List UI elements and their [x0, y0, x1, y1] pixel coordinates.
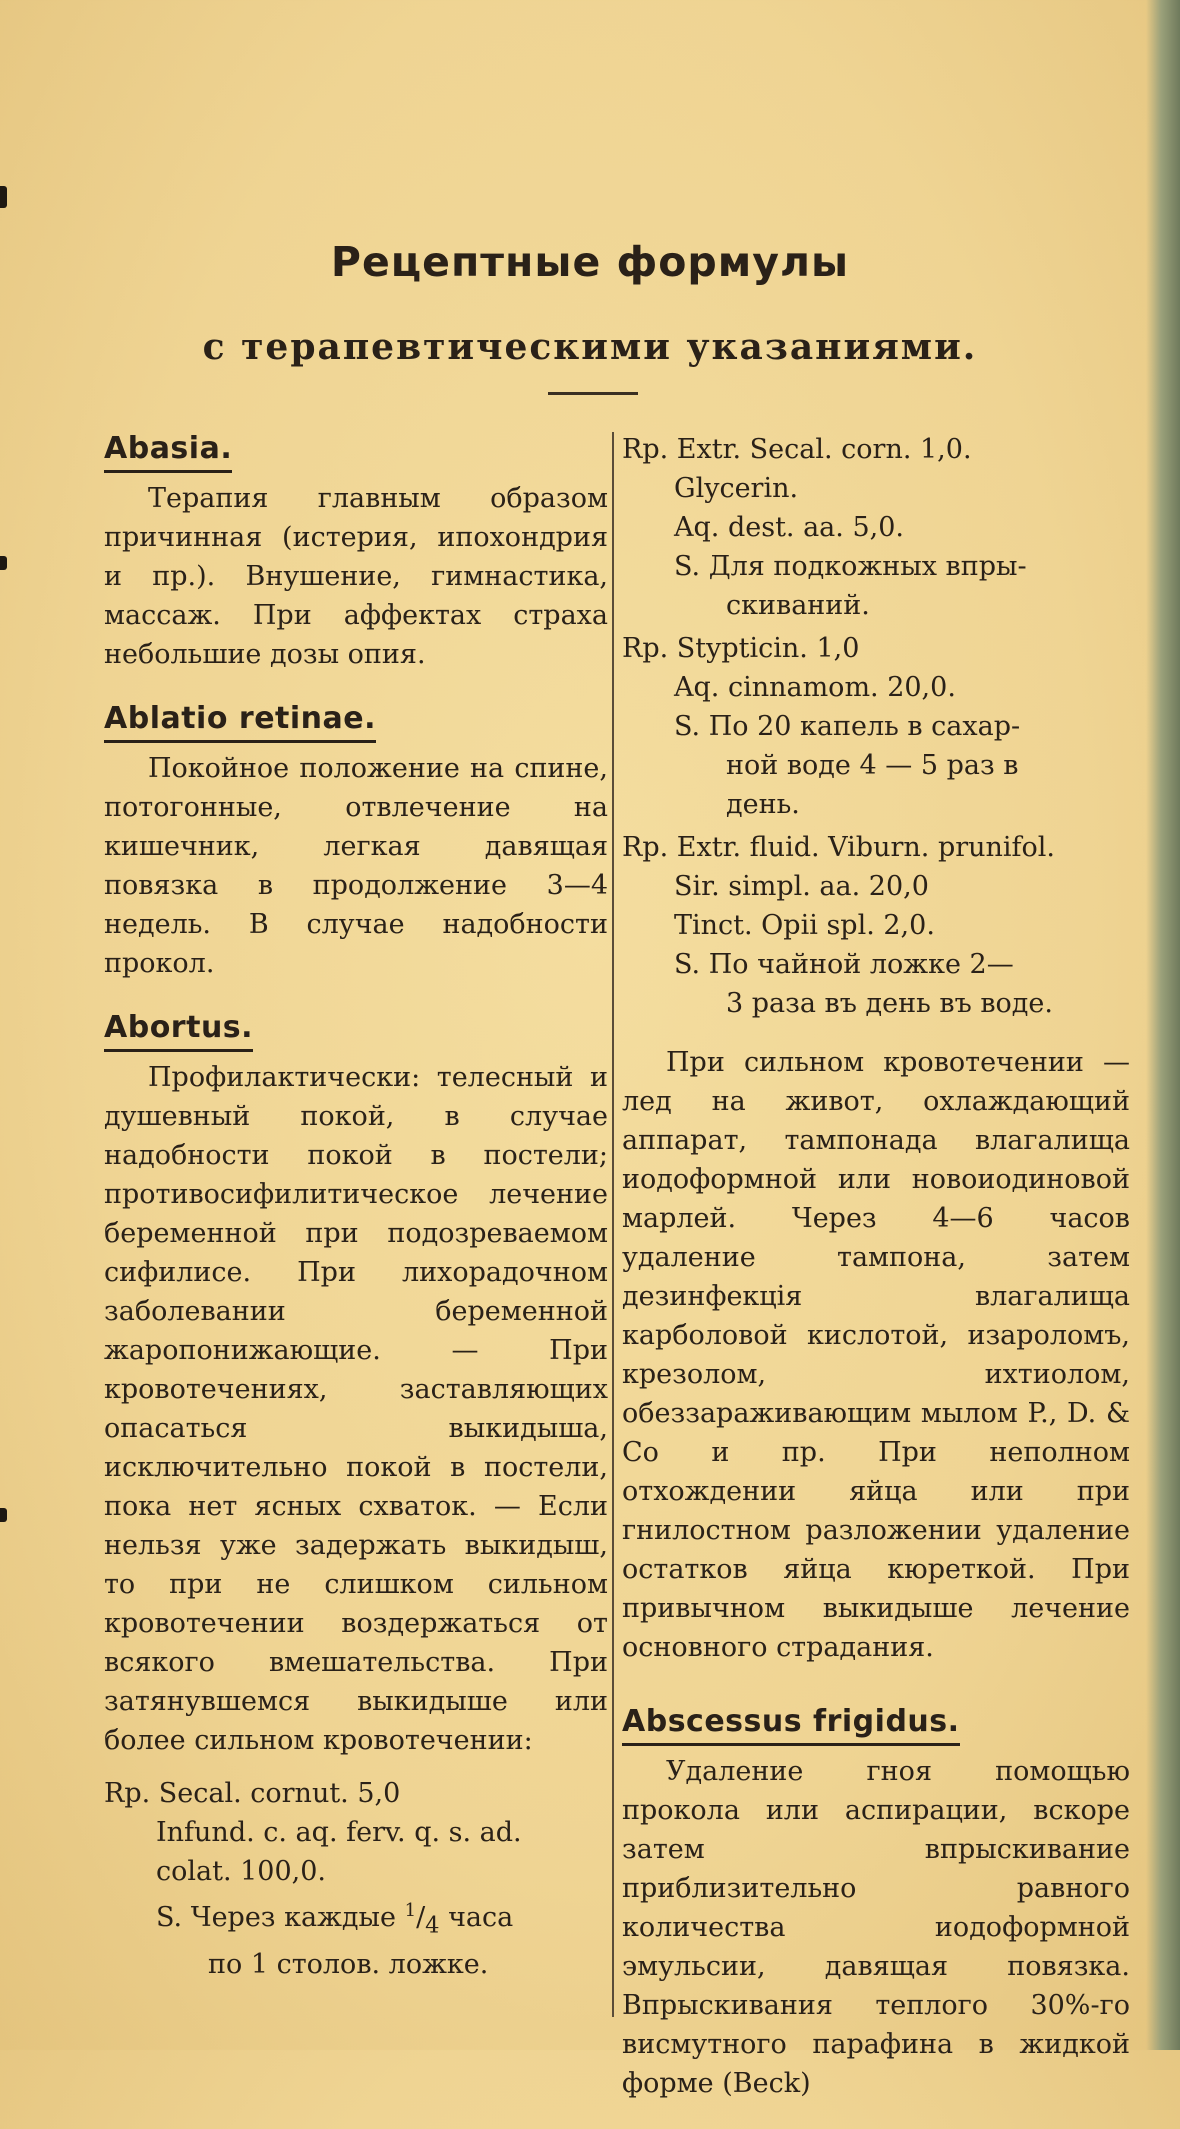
left-column: [104, 430, 608, 2004]
rx-line: скиваний.: [726, 590, 870, 621]
page-title: Рецептные формулы: [330, 238, 850, 286]
section-heading: Abasia.: [104, 430, 232, 473]
fraction-denominator: 4: [425, 1912, 440, 1939]
prescription: [622, 828, 1130, 1023]
column-divider: [612, 432, 614, 2017]
section-text: Профилактически: телесный и душевный покой, в случае надобности покой в постели; противосифилитическое лечение беременной при подозреваемом сифилисе. При лихорадочном заболевании беременной жаропонижающие. — При кровотечениях, заставляющих опасаться выкидыша, исключительно покой в постели, пока нет ясных схваток. — Если нельзя уже задержать выкидыш, то при не слишком сильном кровотечении воздержаться от всякого вмешательства. При затянувшемся выкидыше или более сильном кровотечении:: [104, 1062, 608, 1756]
section-abscessus-frigidus: [622, 1703, 1130, 2103]
rx-line: Glycerin.: [674, 473, 799, 504]
rx-line: Rp. Stypticin. 1,0: [622, 633, 860, 664]
binding-mark: [0, 1508, 7, 1522]
section-heading: Ablatio retinae.: [104, 700, 376, 743]
section-heading: Abortus.: [104, 1009, 253, 1052]
rx-line: ной воде 4 — 5 раз в: [726, 750, 1019, 781]
rx-line: Rp. Extr. Secal. corn. 1,0.: [622, 434, 972, 465]
right-column: [622, 430, 1130, 2129]
fraction-slash: /: [416, 1902, 426, 1933]
section-text: Терапия главным образом причинная (истерия, ипохондрия и пр.). Внушение, гимнастика, массаж. При аффектах страха небольшие дозы опия.: [104, 483, 608, 670]
rx-line: [104, 1891, 608, 1945]
binding-mark: [0, 556, 7, 570]
section-abortus: [104, 1009, 608, 1984]
rx-line: день.: [726, 789, 800, 820]
prescription: [622, 629, 1130, 824]
page-subtitle: с терапевтическими указаниями.: [202, 326, 978, 368]
section-heading: Abscessus frigidus.: [622, 1703, 960, 1746]
rx-line: Rp. Secal. cornut. 5,0: [104, 1778, 401, 1809]
rx-line: Tinct. Opii spl. 2,0.: [674, 910, 935, 941]
rx-line: Aq. cinnamom. 20,0.: [674, 672, 956, 703]
prescription: [622, 430, 1130, 625]
rx-line: colat. 100,0.: [156, 1856, 327, 1887]
rx-line: 3 раза въ день въ воде.: [726, 988, 1053, 1019]
rx-line: Sir. simpl. aa. 20,0: [674, 871, 929, 902]
page-edge-shadow: [1146, 0, 1180, 2050]
section-text: При сильном кровотечении —лед на живот, охлаждающий аппарат, тампонада влагалища иодоформной или новоиодиновой марлей. Через 4—6 часов удаление тампона, затем дезинфекція влагалища карболовой кислотой, изароломъ, крезолом, ихтиолом, обеззараживающим мылом P., D. & Co и пр. При неполном отхождении яйца или при гнилостном разложении удаление остатков яйца кюреткой. При привычном выкидыше лечение основного страдания.: [622, 1047, 1130, 1663]
section-text: Покойное положение на спине, потогонные, отвлечение на кишечник, легкая давящая повязка в продолжение 3—4 недель. В случае надобности прокол.: [104, 753, 608, 979]
rx-line: S. По чайной ложке 2—: [674, 949, 1014, 980]
rx-text: часа: [439, 1902, 514, 1933]
rx-line: S. По 20 капель в сахар-: [674, 711, 1021, 742]
prescription: [104, 1774, 608, 1984]
rx-line: S. Для подкожных впры-: [674, 551, 1027, 582]
rx-line: по 1 столов. ложке.: [208, 1949, 489, 1981]
rx-line: Infund. c. aq. ferv. q. s. ad.: [156, 1817, 522, 1848]
section-text: Удаление гноя помощью прокола или аспирации, вскоре затем впрыскивание приблизительно равного количества иодоформной эмульсии, давящая повязка. Впрыскивания теплого 30%-го висмутного парафина в жидкой форме (Beck): [622, 1756, 1130, 2099]
rx-line: Aq. dest. aa. 5,0.: [674, 512, 904, 543]
rx-line: Rp. Extr. fluid. Viburn. prunifol.: [622, 832, 1056, 863]
fraction-numerator: 1: [404, 1900, 417, 1921]
section-ablatio-retinae: [104, 700, 608, 983]
binding-mark: [0, 186, 7, 208]
section-abasia: [104, 430, 608, 674]
title-rule: [548, 392, 638, 395]
rx-text: S. Через каждые: [156, 1902, 405, 1933]
